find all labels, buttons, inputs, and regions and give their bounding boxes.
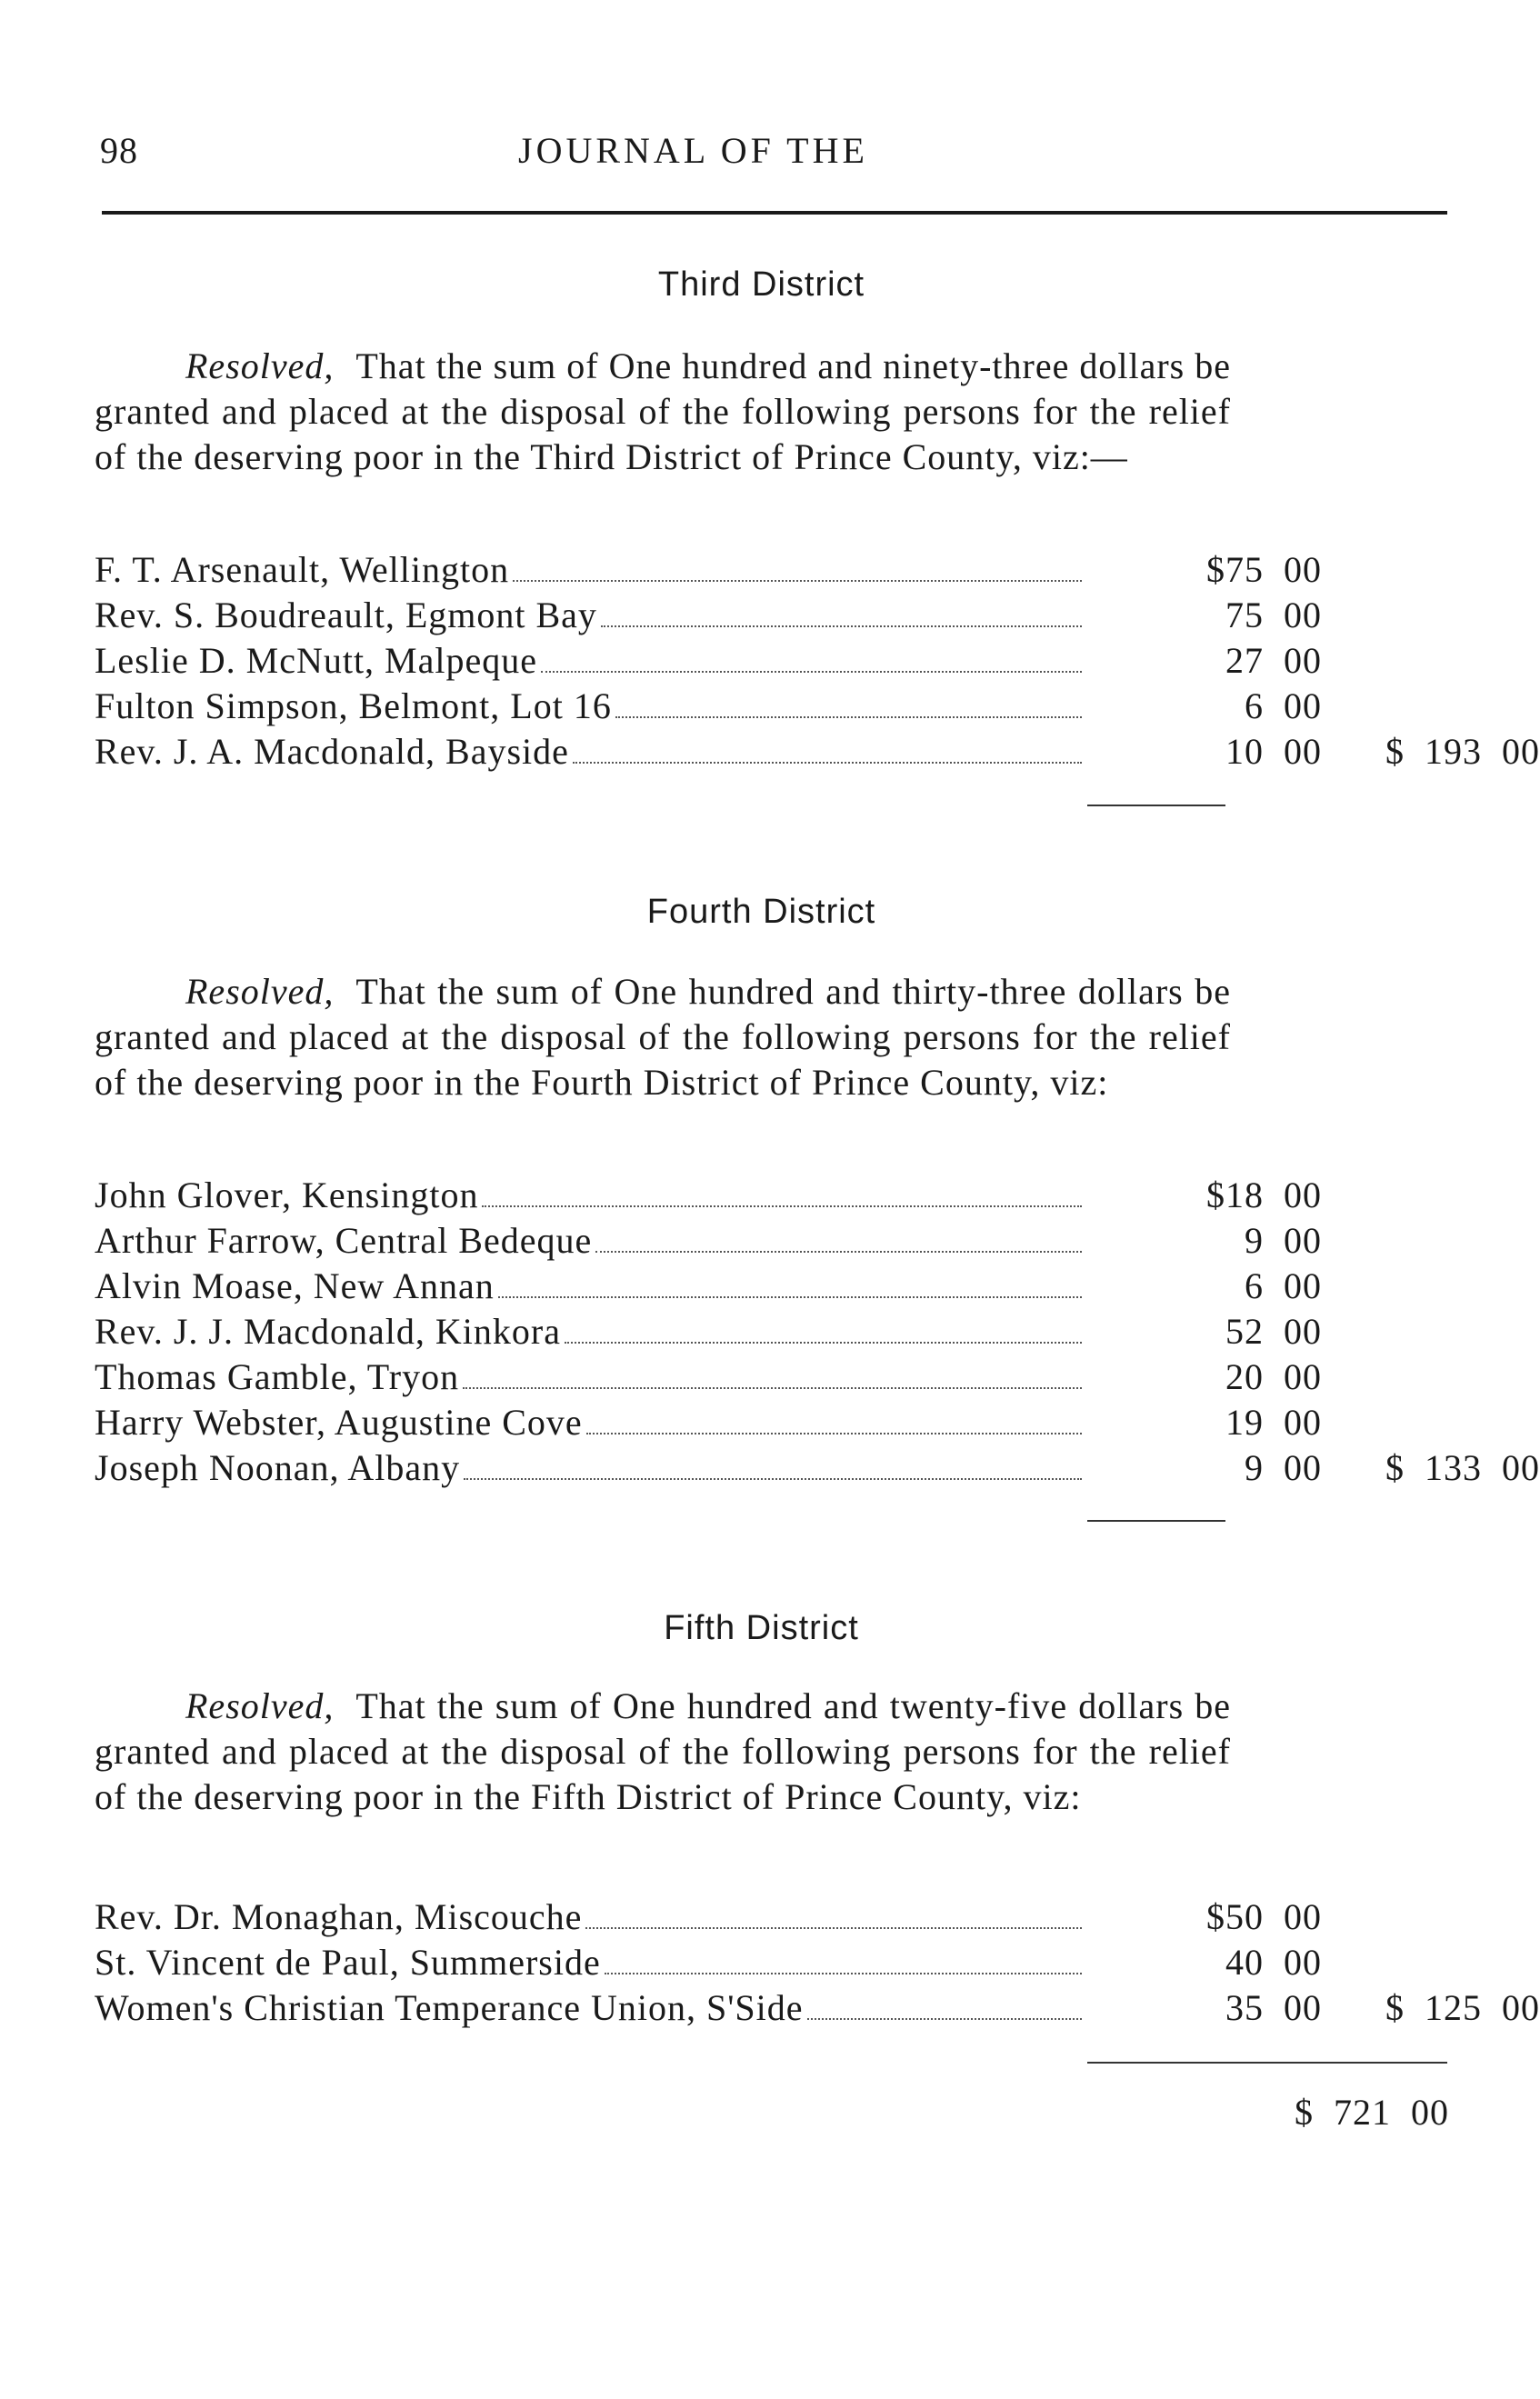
entry-row — [95, 1894, 1458, 1940]
entry-row — [95, 547, 1458, 593]
entry-row — [95, 1264, 1458, 1309]
resolution-third-district — [95, 344, 1231, 480]
entry-name: Harry Webster, Augustine Cove — [95, 1402, 583, 1443]
resolved-label: Resolved, — [185, 1685, 335, 1726]
entries-third-district — [95, 547, 1540, 775]
entry-name: Rev. S. Boudreault, Egmont Bay — [95, 595, 597, 635]
entry-name: Leslie D. McNutt, Malpeque — [95, 640, 537, 681]
entry-row — [95, 729, 1540, 775]
entry-name: Rev. J. J. Macdonald, Kinkora — [95, 1311, 561, 1352]
entry-name: Rev. Dr. Monaghan, Miscouche — [95, 1896, 583, 1937]
subtotal-rule — [1087, 1520, 1225, 1522]
grand-total-rule — [1087, 2062, 1447, 2064]
entry-name: Thomas Gamble, Tryon — [95, 1356, 460, 1397]
leader-dots — [573, 762, 1082, 764]
entry-row — [95, 684, 1458, 729]
entry-name: Arthur Farrow, Central Bedeque — [95, 1220, 593, 1261]
header-rule — [102, 211, 1447, 215]
resolution-text: That the sum of One hundred and thirty-three dollars be granted and placed at the disposal of the following persons for the relief of the deserving poor in the Fourth District of Prince County, viz: — [95, 971, 1231, 1103]
page-number: 98 — [100, 130, 138, 171]
entry-name: Alvin Moase, New Annan — [95, 1265, 495, 1306]
entry-row — [95, 1940, 1458, 1985]
entry-row — [95, 1400, 1458, 1445]
leader-dots — [513, 580, 1082, 582]
subtotal-rule — [1087, 805, 1225, 806]
entries-fifth-district — [95, 1894, 1540, 2031]
running-head: JOURNAL OF THE — [518, 130, 868, 171]
section-title-fifth-district: Fifth District — [664, 1609, 859, 1647]
leader-dots — [601, 625, 1082, 627]
entry-amount: 10 00 — [1225, 731, 1322, 772]
entry-amount: 9 00 — [1245, 1447, 1322, 1488]
entry-row — [95, 593, 1458, 638]
leader-dots — [541, 671, 1082, 673]
entry-row — [95, 1985, 1540, 2031]
leader-dots — [565, 1342, 1082, 1344]
district-total: $ 193 00 — [1385, 731, 1540, 772]
entry-row — [95, 1218, 1458, 1264]
resolved-label: Resolved, — [185, 971, 335, 1012]
entry-amount: 75 00 — [1225, 595, 1322, 635]
leader-dots — [807, 2018, 1082, 2020]
entry-amount: 9 00 — [1245, 1220, 1322, 1261]
leader-dots — [605, 1973, 1082, 1974]
entry-name: St. Vincent de Paul, Summerside — [95, 1942, 601, 1983]
entry-row — [95, 638, 1458, 684]
district-total: $ 125 00 — [1385, 1987, 1540, 2028]
resolution-fourth-district — [95, 969, 1231, 1105]
entry-name: Rev. J. A. Macdonald, Bayside — [95, 731, 569, 772]
leader-dots — [595, 1251, 1082, 1253]
leader-dots — [463, 1387, 1082, 1389]
entry-amount: 20 00 — [1225, 1356, 1322, 1397]
entries-fourth-district — [95, 1173, 1540, 1491]
entry-name: Fulton Simpson, Belmont, Lot 16 — [95, 685, 612, 726]
entry-amount: 27 00 — [1225, 640, 1322, 681]
leader-dots — [498, 1296, 1082, 1298]
entry-amount: 6 00 — [1245, 1265, 1322, 1306]
resolution-text: That the sum of One hundred and twenty-five dollars be granted and placed at the disposal of the following persons for the relief of the deserving poor in the Fifth District of Prince County, viz: — [95, 1685, 1231, 1817]
leader-dots — [586, 1433, 1082, 1434]
entry-amount: 52 00 — [1225, 1311, 1322, 1352]
section-title-third-district: Third District — [657, 265, 865, 304]
section-title-fourth-district: Fourth District — [646, 893, 876, 931]
resolved-label: Resolved, — [185, 345, 335, 386]
entry-amount: $18 00 — [1206, 1175, 1322, 1215]
entry-amount: $50 00 — [1206, 1896, 1322, 1937]
entry-name: Joseph Noonan, Albany — [95, 1447, 461, 1488]
leader-dots — [482, 1205, 1082, 1207]
grand-total: $ 721 00 — [1295, 2092, 1449, 2133]
entry-row — [95, 1354, 1458, 1400]
district-total: $ 133 00 — [1385, 1447, 1540, 1488]
leader-dots — [615, 716, 1082, 718]
entry-row — [95, 1309, 1458, 1354]
entry-name: Women's Christian Temperance Union, S'Side — [95, 1987, 804, 2028]
entry-row — [95, 1173, 1458, 1218]
leader-dots — [585, 1927, 1082, 1929]
entry-row — [95, 1445, 1540, 1491]
leader-dots — [464, 1478, 1082, 1480]
entry-amount: 40 00 — [1225, 1942, 1322, 1983]
entry-amount: 19 00 — [1225, 1402, 1322, 1443]
entry-name: John Glover, Kensington — [95, 1175, 479, 1215]
resolution-fifth-district — [95, 1684, 1231, 1820]
entry-amount: $75 00 — [1206, 549, 1322, 590]
entry-amount: 35 00 — [1225, 1987, 1322, 2028]
resolution-text: That the sum of One hundred and ninety-three dollars be granted and placed at the disposal of the following persons for the relief of the deserving poor in the Third District of Prince County, viz:— — [95, 345, 1231, 477]
entry-amount: 6 00 — [1245, 685, 1322, 726]
entry-name: F. T. Arsenault, Wellington — [95, 549, 510, 590]
